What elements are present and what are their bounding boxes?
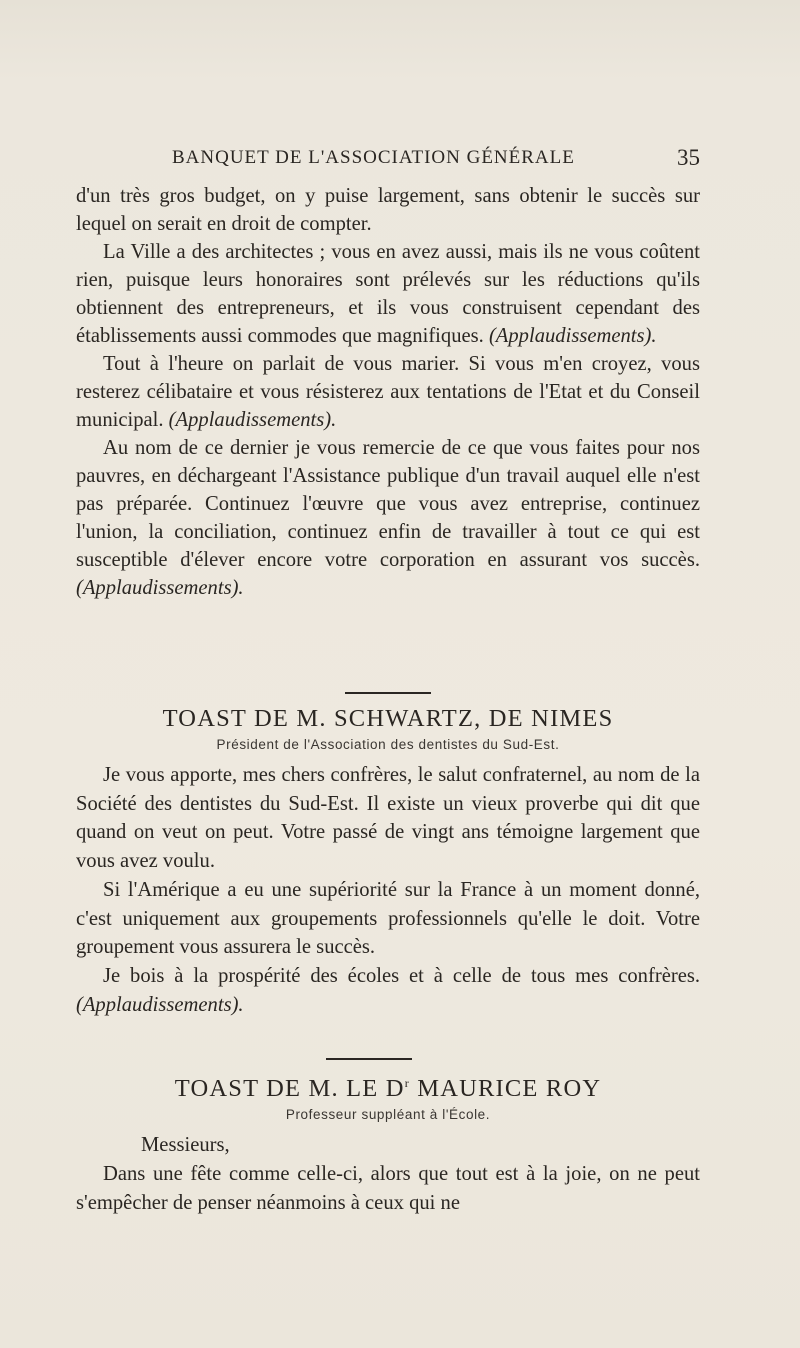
paragraph: La Ville a des architectes ; vous en avez aussi, mais ils ne vous coûtent rien, puisque leurs honoraires sont prélevés sur les réductions qu'ils obtiennent des entrepreneurs, et ils vous construisent cependant des établissements aussi commodes que magnifiques. (Applaudissements). xyxy=(76,241,700,347)
running-title: BANQUET DE L'ASSOCIATION GÉNÉRALE xyxy=(172,147,575,168)
paragraph: d'un très gros budget, on y puise largement, sans obtenir le succès sur lequel on serait en droit de compter. xyxy=(76,185,700,235)
paragraph: Je vous apporte, mes chers confrères, le salut confraternel, au nom de la Société des dentistes du Sud-Est. Il existe un vieux proverbe qui dit que quand on veut on peut. Votre passé de vingt ans témoigne largement que vous avez voulu. xyxy=(76,764,700,873)
speech-continuation xyxy=(76,182,700,602)
paragraph: Au nom de ce dernier je vous remercie de ce que vous faites pour nos pauvres, en déchargeant l'Assistance publique d'un travail auquel elle n'est pas préparée. Continuez l'œuvre que vous avez entreprise, continuez l'union, la conciliation, continuez enfin de travailler à tout ce qui est susceptible d'élever encore votre corporation en assurant vos succès. (Applaudissements). xyxy=(76,437,700,599)
applause-note: (Applaudissements). xyxy=(168,409,337,431)
applause-note: (Applaudissements). xyxy=(488,325,657,347)
page-number: 35 xyxy=(677,145,700,170)
paragraph: Si l'Amérique a eu une supériorité sur la France à un moment donné, c'est uniquement aux groupements professionnels qu'elle le doit. Votre groupement vous assurera le succès. xyxy=(76,878,700,959)
toast-subtitle: Président de l'Association des dentistes du Sud-Est. xyxy=(216,737,560,752)
page-header xyxy=(172,147,708,177)
section-divider xyxy=(326,1058,412,1060)
applause-note: (Applaudissements). xyxy=(76,993,244,1016)
salutation: Messieurs, xyxy=(141,1134,230,1157)
section-divider xyxy=(345,692,431,694)
toast-roy xyxy=(76,1067,700,1217)
paragraph: Je bois à la prospérité des écoles et à celle de tous mes confrères. (Applaudissements). xyxy=(76,964,700,1016)
toast-schwartz xyxy=(76,703,700,1019)
paragraph: Dans une fête comme celle-ci, alors que tout est à la joie, on ne peut s'empêcher de penser néanmoins à ceux qui ne xyxy=(76,1162,700,1214)
toast-title: TOAST DE M. SCHWARTZ, DE NIMES xyxy=(162,705,614,732)
toast-title: TOAST DE M. LE $D^r$ MAURICE ROY xyxy=(174,1075,602,1103)
toast-subtitle: Professeur suppléant à l'École. xyxy=(285,1107,491,1123)
applause-note: (Applaudissements). xyxy=(76,577,244,599)
paragraph: Tout à l'heure on parlait de vous marier. Si vous m'en croyez, vous resterez célibataire et vous résisterez aux tentations de l'Etat et du Conseil municipal. (Applaudissements). xyxy=(76,353,700,431)
